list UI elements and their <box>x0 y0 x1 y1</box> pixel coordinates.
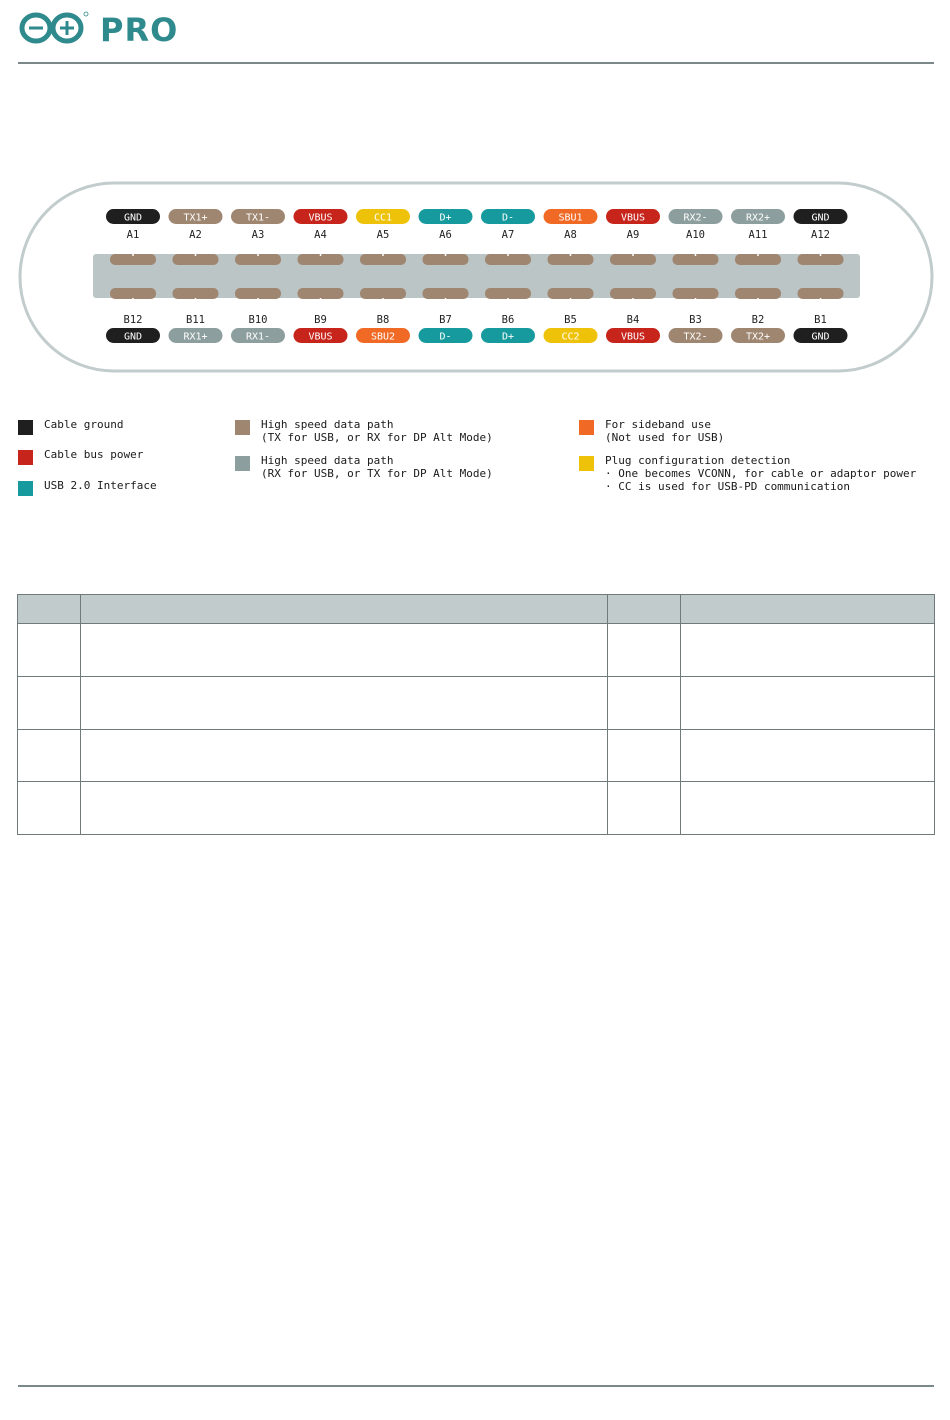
legend-swatch-black <box>18 420 33 435</box>
contact-pad <box>610 288 656 299</box>
legend-label: Cable bus power <box>44 448 144 461</box>
pin-number-label: B12 <box>123 314 143 326</box>
pin-number-label: A12 <box>811 229 830 241</box>
contact-pad <box>735 288 781 299</box>
pin-name-label: SBU1 <box>558 212 583 224</box>
pin-number-label: B6 <box>501 314 515 326</box>
pin-number-label: B5 <box>564 314 577 326</box>
table-row <box>18 676 935 729</box>
table-cell <box>81 729 608 782</box>
pin-number-label: A3 <box>251 229 265 241</box>
table-row <box>18 782 935 835</box>
brand-label: PRO <box>100 11 179 49</box>
pin-name-label: TX1+ <box>183 212 208 224</box>
pin-name-label: VBUS <box>620 212 646 224</box>
pin-name-label: CC1 <box>373 212 393 224</box>
contact-pad <box>298 288 344 299</box>
table-cell <box>81 676 608 729</box>
contact-pad <box>673 288 719 299</box>
legend <box>0 410 950 510</box>
contact-pad <box>360 288 406 299</box>
contact-pad <box>235 288 281 299</box>
legend-swatch-red <box>18 450 33 465</box>
pin-number-label: A8 <box>564 229 577 241</box>
pin-name-label: TX2+ <box>745 331 771 343</box>
contact-pad <box>485 288 531 299</box>
pin-name-label: SBU2 <box>370 331 396 343</box>
table-cell <box>608 624 681 677</box>
table-cell <box>81 624 608 677</box>
pin-number-label: B4 <box>626 314 640 326</box>
pin-number-label: B7 <box>439 314 452 326</box>
pin-name-label: D+ <box>501 331 515 343</box>
pin-number-label: A4 <box>314 229 327 241</box>
pin-number-label: B9 <box>314 314 327 326</box>
table-cell <box>608 729 681 782</box>
table-row <box>18 624 935 677</box>
pin-table <box>17 594 935 835</box>
pin-name-label: TX1- <box>245 212 271 224</box>
table-cell <box>18 624 81 677</box>
pin-number-label: B10 <box>248 314 268 326</box>
legend-swatch-yellow <box>579 456 594 471</box>
table-header-cell <box>81 595 608 624</box>
pin-name-label: RX2+ <box>745 212 771 224</box>
table-header-cell <box>18 595 81 624</box>
contact-pad <box>423 288 469 299</box>
pin-number-label: B3 <box>689 314 702 326</box>
contact-pad <box>798 288 844 299</box>
pin-number-label: B8 <box>376 314 390 326</box>
pin-number-label: A10 <box>686 229 705 241</box>
contact-pad <box>548 288 594 299</box>
table-cell <box>608 676 681 729</box>
pin-name-label: RX1+ <box>183 331 208 343</box>
table-cell <box>681 782 935 835</box>
pin-name-label: VBUS <box>620 331 646 343</box>
pin-name-label: VBUS <box>308 212 333 224</box>
table-cell <box>18 729 81 782</box>
footer-divider <box>18 1385 934 1387</box>
table-cell <box>608 782 681 835</box>
pin-number-label: A5 <box>376 229 390 241</box>
pin-number-label: B11 <box>186 314 205 326</box>
pin-name-label: GND <box>811 331 830 343</box>
pin-name-label: TX2- <box>683 331 708 343</box>
contact-pad <box>110 288 156 299</box>
legend-label: Cable ground <box>44 418 124 431</box>
legend-label: High speed data path (RX for USB, or TX for DP Alt Mode) <box>261 454 493 480</box>
table-cell <box>681 624 935 677</box>
pin-number-label: A6 <box>439 229 452 241</box>
legend-label: High speed data path (TX for USB, or RX for DP Alt Mode) <box>261 418 493 444</box>
table-cell <box>681 676 935 729</box>
pin-name-label: D+ <box>439 212 452 224</box>
contact-pad <box>173 288 219 299</box>
legend-label: Plug configuration detection · One becomes VCONN, for cable or adaptor power · CC is used for USB-PD communication <box>605 454 917 493</box>
pin-number-label: B1 <box>814 314 827 326</box>
pin-name-label: D- <box>501 212 515 224</box>
pin-name-label: GND <box>811 212 830 224</box>
table-cell <box>81 782 608 835</box>
usb-c-pinout-diagram <box>0 0 950 400</box>
pin-name-label: CC2 <box>561 331 580 343</box>
legend-label: For sideband use (Not used for USB) <box>605 418 725 444</box>
pin-name-label: GND <box>123 212 143 224</box>
pin-number-label: A9 <box>626 229 640 241</box>
table-cell <box>18 676 81 729</box>
table-header-cell <box>681 595 935 624</box>
pin-number-label: A2 <box>189 229 202 241</box>
pin-name-label: VBUS <box>308 331 333 343</box>
legend-swatch-gray <box>235 456 250 471</box>
pin-number-label: A11 <box>748 229 768 241</box>
pin-number-label: B2 <box>751 314 765 326</box>
pin-name-label: GND <box>123 331 143 343</box>
pin-name-label: RX2- <box>683 212 708 224</box>
table-header-row <box>18 595 935 624</box>
legend-swatch-teal <box>18 481 33 496</box>
legend-swatch-orange <box>579 420 594 435</box>
table-header-cell <box>608 595 681 624</box>
legend-swatch-brown <box>235 420 250 435</box>
pin-number-label: A1 <box>126 229 140 241</box>
legend-label: USB 2.0 Interface <box>44 479 157 492</box>
pin-number-label: A7 <box>501 229 515 241</box>
table-row <box>18 729 935 782</box>
pin-name-label: RX1- <box>245 331 271 343</box>
table-cell <box>681 729 935 782</box>
table-cell <box>18 782 81 835</box>
pin-name-label: D- <box>439 331 452 343</box>
